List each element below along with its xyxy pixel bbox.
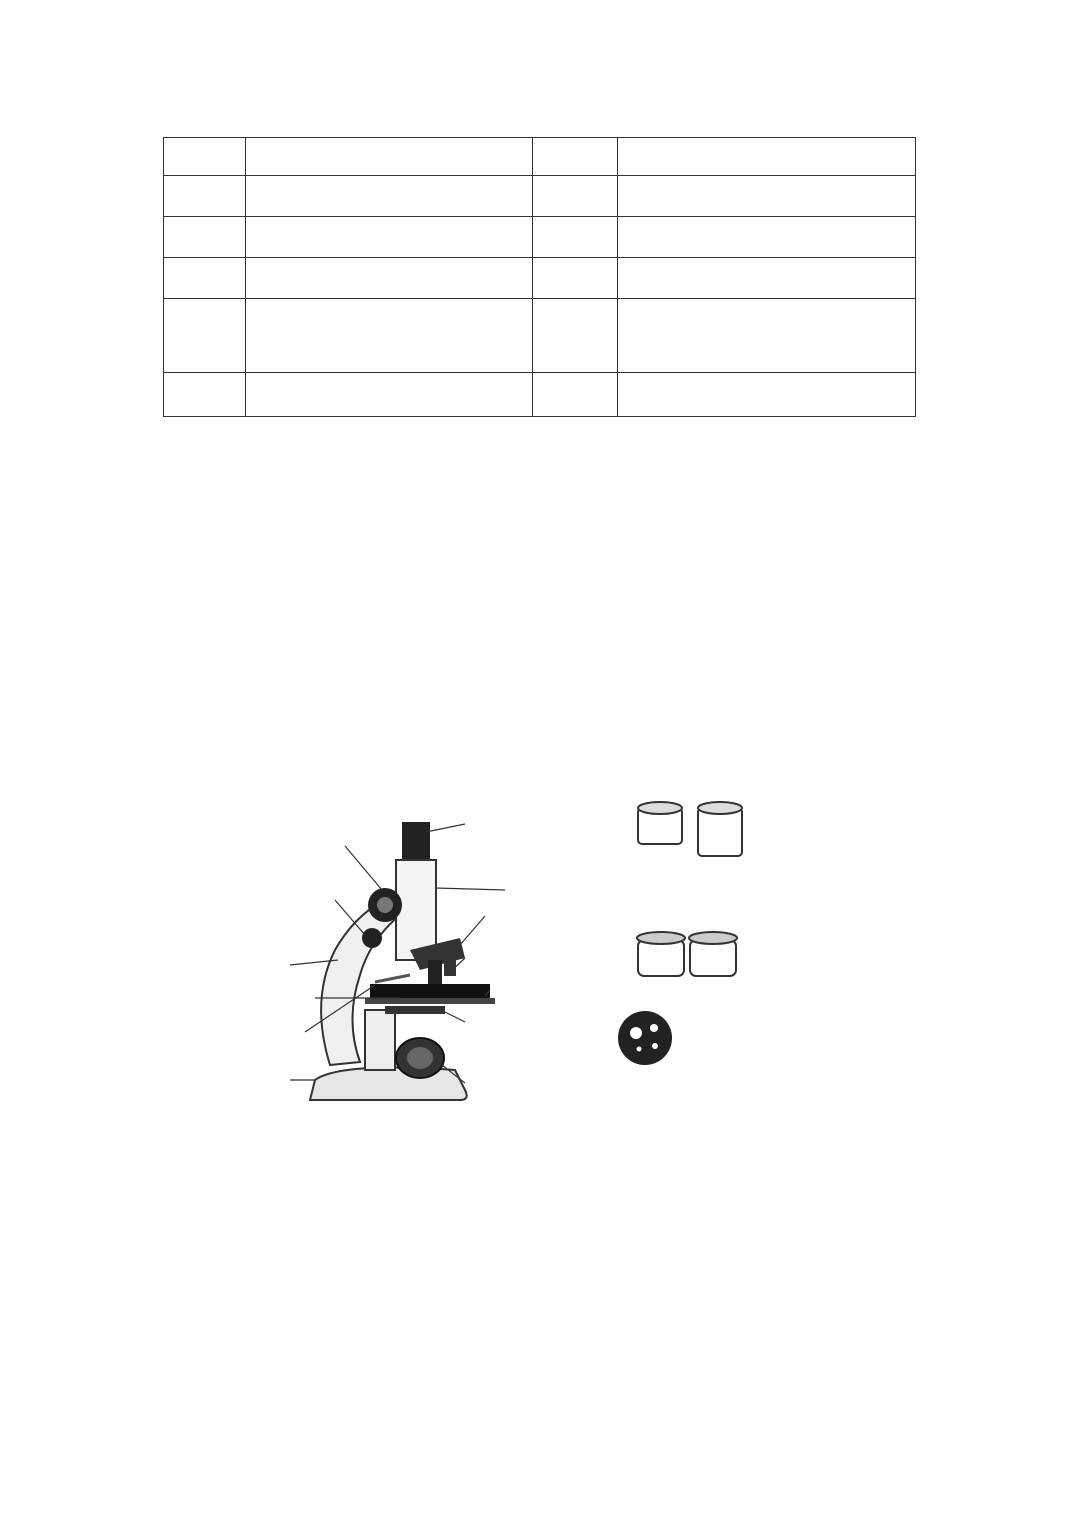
objective-cans xyxy=(637,932,737,976)
eyepiece-cans xyxy=(638,802,742,856)
table-header-row xyxy=(164,138,916,176)
table-row xyxy=(164,373,916,417)
aperture-disk xyxy=(618,1011,672,1065)
table-row xyxy=(164,258,916,299)
objective-2 xyxy=(444,956,456,976)
microscope-drawing xyxy=(160,800,760,1120)
table-row xyxy=(164,176,916,217)
table-row xyxy=(164,299,916,373)
stage-shape xyxy=(370,984,490,998)
fine-knob xyxy=(362,928,382,948)
diaphragm-shape xyxy=(385,1006,445,1014)
microscope-pillar xyxy=(365,1010,395,1070)
objective-1 xyxy=(428,960,442,984)
tissue-table xyxy=(163,137,916,417)
lens-tube xyxy=(396,860,436,960)
eyepiece-shape xyxy=(402,822,430,862)
table-row xyxy=(164,217,916,258)
microscope-base xyxy=(310,1068,467,1100)
